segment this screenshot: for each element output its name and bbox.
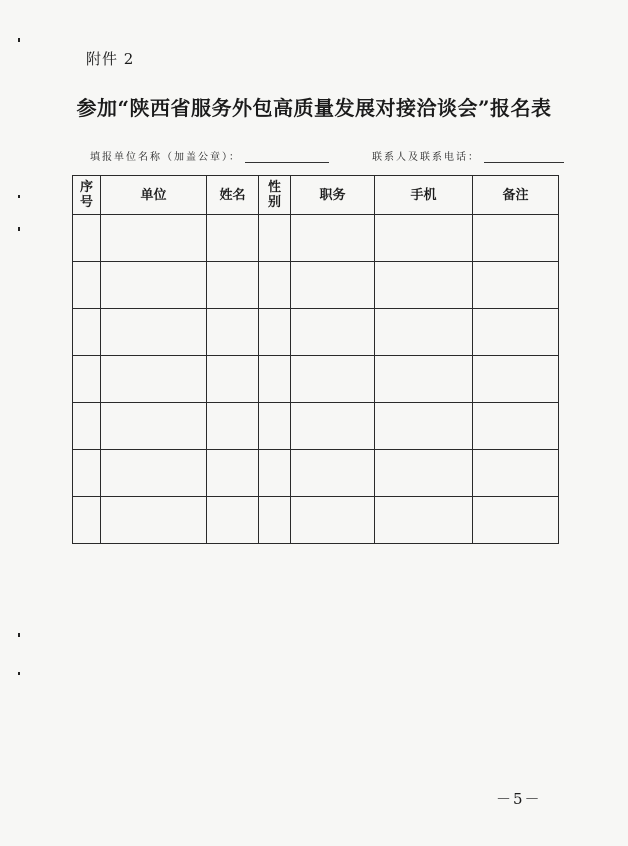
cell-seq[interactable] bbox=[73, 356, 101, 403]
header-gender-line2: 别 bbox=[267, 195, 281, 210]
cell-unit[interactable] bbox=[101, 497, 207, 544]
cell-seq[interactable] bbox=[73, 450, 101, 497]
contact-label: 联系人及联系电话： bbox=[372, 152, 480, 163]
header-seq-line2: 号 bbox=[79, 195, 93, 210]
cell-gender[interactable] bbox=[259, 356, 291, 403]
table-row bbox=[73, 356, 559, 403]
attachment-label: 附件 2 bbox=[86, 50, 135, 68]
cell-gender[interactable] bbox=[259, 497, 291, 544]
cell-position[interactable] bbox=[291, 450, 375, 497]
cell-remarks[interactable] bbox=[473, 309, 559, 356]
form-title: 参加“陕西省服务外包高质量发展对接洽谈会”报名表 bbox=[76, 96, 552, 120]
cell-position[interactable] bbox=[291, 215, 375, 262]
header-remarks: 备注 bbox=[473, 176, 559, 215]
cell-name[interactable] bbox=[207, 356, 259, 403]
cell-gender[interactable] bbox=[259, 309, 291, 356]
cell-phone[interactable] bbox=[375, 215, 473, 262]
cell-gender[interactable] bbox=[259, 403, 291, 450]
unit-name-field bbox=[90, 148, 329, 163]
header-phone: 手机 bbox=[375, 176, 473, 215]
cell-remarks[interactable] bbox=[473, 356, 559, 403]
cell-unit[interactable] bbox=[101, 450, 207, 497]
cell-remarks[interactable] bbox=[473, 450, 559, 497]
table-row bbox=[73, 215, 559, 262]
cell-name[interactable] bbox=[207, 450, 259, 497]
scan-speck bbox=[18, 633, 20, 637]
registration-table bbox=[72, 175, 559, 544]
cell-seq[interactable] bbox=[73, 403, 101, 450]
cell-phone[interactable] bbox=[375, 356, 473, 403]
cell-position[interactable] bbox=[291, 403, 375, 450]
cell-seq[interactable] bbox=[73, 262, 101, 309]
contact-blank[interactable] bbox=[484, 150, 564, 163]
table-header-row bbox=[73, 176, 559, 215]
cell-phone[interactable] bbox=[375, 497, 473, 544]
header-seq-line1: 序 bbox=[79, 180, 93, 195]
cell-phone[interactable] bbox=[375, 450, 473, 497]
table-row bbox=[73, 262, 559, 309]
scan-speck bbox=[18, 672, 20, 675]
cell-name[interactable] bbox=[207, 309, 259, 356]
cell-unit[interactable] bbox=[101, 309, 207, 356]
unit-name-label: 填报单位名称（加盖公章）： bbox=[90, 152, 241, 163]
page-number: －5－ bbox=[496, 790, 542, 808]
unit-name-blank[interactable] bbox=[245, 150, 329, 163]
cell-gender[interactable] bbox=[259, 262, 291, 309]
table-row bbox=[73, 450, 559, 497]
cell-remarks[interactable] bbox=[473, 403, 559, 450]
header-position: 职务 bbox=[291, 176, 375, 215]
cell-position[interactable] bbox=[291, 262, 375, 309]
table-row bbox=[73, 497, 559, 544]
cell-unit[interactable] bbox=[101, 403, 207, 450]
cell-position[interactable] bbox=[291, 497, 375, 544]
cell-phone[interactable] bbox=[375, 262, 473, 309]
cell-seq[interactable] bbox=[73, 215, 101, 262]
cell-phone[interactable] bbox=[375, 309, 473, 356]
cell-name[interactable] bbox=[207, 497, 259, 544]
cell-phone[interactable] bbox=[375, 403, 473, 450]
cell-seq[interactable] bbox=[73, 497, 101, 544]
header-gender-line1: 性 bbox=[267, 180, 281, 195]
cell-unit[interactable] bbox=[101, 262, 207, 309]
cell-position[interactable] bbox=[291, 356, 375, 403]
scan-speck bbox=[18, 227, 20, 231]
cell-name[interactable] bbox=[207, 262, 259, 309]
contact-field bbox=[372, 148, 564, 163]
header-gender bbox=[259, 176, 291, 215]
scan-speck bbox=[18, 38, 20, 42]
header-name: 姓名 bbox=[207, 176, 259, 215]
cell-position[interactable] bbox=[291, 309, 375, 356]
cell-name[interactable] bbox=[207, 215, 259, 262]
table-row bbox=[73, 309, 559, 356]
cell-gender[interactable] bbox=[259, 450, 291, 497]
cell-unit[interactable] bbox=[101, 215, 207, 262]
cell-seq[interactable] bbox=[73, 309, 101, 356]
cell-unit[interactable] bbox=[101, 356, 207, 403]
cell-name[interactable] bbox=[207, 403, 259, 450]
cell-remarks[interactable] bbox=[473, 262, 559, 309]
cell-remarks[interactable] bbox=[473, 497, 559, 544]
cell-gender[interactable] bbox=[259, 215, 291, 262]
scan-speck bbox=[18, 195, 20, 198]
cell-remarks[interactable] bbox=[473, 215, 559, 262]
header-seq bbox=[73, 176, 101, 215]
header-unit: 单位 bbox=[101, 176, 207, 215]
table-row bbox=[73, 403, 559, 450]
